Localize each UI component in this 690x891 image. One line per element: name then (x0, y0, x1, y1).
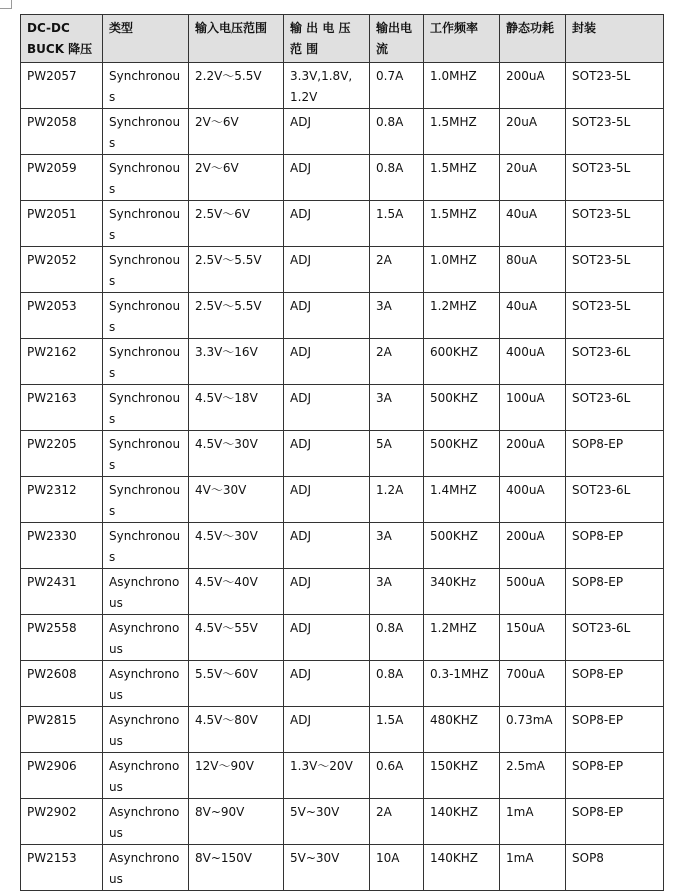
input-voltage-cell: 4.5V～18V (189, 385, 284, 431)
type-cell: Synchronous (103, 339, 189, 385)
header-cell: 输 出 电 压 范 围 (284, 15, 370, 63)
model-cell: PW2312 (21, 477, 103, 523)
frequency-cell: 1.4MHZ (424, 477, 500, 523)
header-cell: 静态功耗 (500, 15, 566, 63)
package-cell: SOT23-5L (566, 247, 664, 293)
package-cell: SOT23-5L (566, 63, 664, 109)
quiescent-current-cell: 20uA (500, 109, 566, 155)
frequency-cell: 1.0MHZ (424, 247, 500, 293)
frequency-cell: 500KHZ (424, 431, 500, 477)
header-cell: DC-DC BUCK 降压 (21, 15, 103, 63)
output-voltage-cell: ADJ (284, 247, 370, 293)
output-current-cell: 5A (370, 431, 424, 477)
output-current-cell: 1.5A (370, 707, 424, 753)
frequency-cell: 1.2MHZ (424, 293, 500, 339)
table-row (21, 63, 664, 109)
model-cell: PW2431 (21, 569, 103, 615)
quiescent-current-cell: 150uA (500, 615, 566, 661)
type-cell: Synchronous (103, 247, 189, 293)
type-cell: Synchronous (103, 293, 189, 339)
type-cell: Synchronous (103, 155, 189, 201)
quiescent-current-cell: 0.73mA (500, 707, 566, 753)
output-current-cell: 0.7A (370, 63, 424, 109)
frequency-cell: 600KHZ (424, 339, 500, 385)
package-cell: SOP8-EP (566, 523, 664, 569)
input-voltage-cell: 2.5V～6V (189, 201, 284, 247)
table-row (21, 247, 664, 293)
quiescent-current-cell: 200uA (500, 523, 566, 569)
output-current-cell: 3A (370, 293, 424, 339)
model-cell: PW2902 (21, 799, 103, 845)
output-voltage-cell: 5V~30V (284, 845, 370, 891)
package-cell: SOT23-6L (566, 339, 664, 385)
table-row (21, 201, 664, 247)
output-current-cell: 0.8A (370, 615, 424, 661)
package-cell: SOP8 (566, 845, 664, 891)
quiescent-current-cell: 100uA (500, 385, 566, 431)
table-row (21, 569, 664, 615)
input-voltage-cell: 2.2V～5.5V (189, 63, 284, 109)
table-row (21, 477, 664, 523)
input-voltage-cell: 2V～6V (189, 109, 284, 155)
package-cell: SOT23-6L (566, 615, 664, 661)
output-voltage-cell: ADJ (284, 707, 370, 753)
package-cell: SOP8-EP (566, 707, 664, 753)
output-voltage-cell: 1.3V～20V (284, 753, 370, 799)
output-current-cell: 2A (370, 247, 424, 293)
package-cell: SOT23-5L (566, 201, 664, 247)
output-voltage-cell: ADJ (284, 523, 370, 569)
frequency-cell: 480KHZ (424, 707, 500, 753)
header-cell: 工作频率 (424, 15, 500, 63)
table-row (21, 339, 664, 385)
output-voltage-cell: ADJ (284, 155, 370, 201)
table-row (21, 707, 664, 753)
table-row (21, 431, 664, 477)
output-voltage-cell: ADJ (284, 201, 370, 247)
package-cell: SOT23-6L (566, 477, 664, 523)
type-cell: Asynchronous (103, 845, 189, 891)
output-voltage-cell: ADJ (284, 431, 370, 477)
input-voltage-cell: 4V～30V (189, 477, 284, 523)
model-cell: PW2153 (21, 845, 103, 891)
quiescent-current-cell: 500uA (500, 569, 566, 615)
table-row (21, 293, 664, 339)
package-cell: SOP8-EP (566, 431, 664, 477)
package-cell: SOP8-EP (566, 661, 664, 707)
table-row (21, 109, 664, 155)
output-current-cell: 0.8A (370, 109, 424, 155)
quiescent-current-cell: 40uA (500, 201, 566, 247)
type-cell: Asynchronous (103, 615, 189, 661)
table-row (21, 385, 664, 431)
header-cell: 类型 (103, 15, 189, 63)
output-voltage-cell: ADJ (284, 293, 370, 339)
frequency-cell: 1.5MHZ (424, 201, 500, 247)
frequency-cell: 500KHZ (424, 523, 500, 569)
type-cell: Asynchronous (103, 707, 189, 753)
input-voltage-cell: 4.5V～80V (189, 707, 284, 753)
table-row (21, 155, 664, 201)
header-cell: 封装 (566, 15, 664, 63)
quiescent-current-cell: 1mA (500, 845, 566, 891)
model-cell: PW2330 (21, 523, 103, 569)
model-cell: PW2815 (21, 707, 103, 753)
type-cell: Asynchronous (103, 753, 189, 799)
model-cell: PW2163 (21, 385, 103, 431)
input-voltage-cell: 3.3V～16V (189, 339, 284, 385)
type-cell: Asynchronous (103, 569, 189, 615)
type-cell: Synchronous (103, 431, 189, 477)
output-voltage-cell: ADJ (284, 339, 370, 385)
quiescent-current-cell: 400uA (500, 339, 566, 385)
quiescent-current-cell: 200uA (500, 63, 566, 109)
quiescent-current-cell: 400uA (500, 477, 566, 523)
model-cell: PW2059 (21, 155, 103, 201)
output-voltage-cell: ADJ (284, 661, 370, 707)
type-cell: Synchronous (103, 477, 189, 523)
type-cell: Synchronous (103, 109, 189, 155)
quiescent-current-cell: 20uA (500, 155, 566, 201)
input-voltage-cell: 8V~90V (189, 799, 284, 845)
output-current-cell: 0.8A (370, 155, 424, 201)
frequency-cell: 0.3-1MHZ (424, 661, 500, 707)
output-voltage-cell: 5V~30V (284, 799, 370, 845)
output-current-cell: 2A (370, 339, 424, 385)
quiescent-current-cell: 1mA (500, 799, 566, 845)
type-cell: Asynchronous (103, 799, 189, 845)
package-cell: SOT23-5L (566, 155, 664, 201)
input-voltage-cell: 2.5V～5.5V (189, 247, 284, 293)
model-cell: PW2162 (21, 339, 103, 385)
frequency-cell: 140KHZ (424, 845, 500, 891)
output-current-cell: 1.2A (370, 477, 424, 523)
package-cell: SOP8-EP (566, 569, 664, 615)
output-current-cell: 3A (370, 569, 424, 615)
quiescent-current-cell: 700uA (500, 661, 566, 707)
frequency-cell: 340KHz (424, 569, 500, 615)
model-cell: PW2052 (21, 247, 103, 293)
input-voltage-cell: 12V～90V (189, 753, 284, 799)
frequency-cell: 1.5MHZ (424, 109, 500, 155)
output-current-cell: 2A (370, 799, 424, 845)
model-cell: PW2053 (21, 293, 103, 339)
header-cell: 输出电流 (370, 15, 424, 63)
model-cell: PW2205 (21, 431, 103, 477)
page-corner-mark (0, 0, 12, 12)
table-row (21, 845, 664, 891)
type-cell: Synchronous (103, 523, 189, 569)
table-row (21, 753, 664, 799)
output-current-cell: 0.8A (370, 661, 424, 707)
model-cell: PW2057 (21, 63, 103, 109)
input-voltage-cell: 4.5V～30V (189, 431, 284, 477)
input-voltage-cell: 2V～6V (189, 155, 284, 201)
output-current-cell: 1.5A (370, 201, 424, 247)
package-cell: SOT23-6L (566, 385, 664, 431)
quiescent-current-cell: 2.5mA (500, 753, 566, 799)
frequency-cell: 1.2MHZ (424, 615, 500, 661)
table-row (21, 661, 664, 707)
output-current-cell: 0.6A (370, 753, 424, 799)
type-cell: Synchronous (103, 385, 189, 431)
input-voltage-cell: 4.5V～55V (189, 615, 284, 661)
frequency-cell: 140KHZ (424, 799, 500, 845)
frequency-cell: 1.5MHZ (424, 155, 500, 201)
output-voltage-cell: ADJ (284, 615, 370, 661)
model-cell: PW2558 (21, 615, 103, 661)
frequency-cell: 1.0MHZ (424, 63, 500, 109)
package-cell: SOP8-EP (566, 799, 664, 845)
model-cell: PW2051 (21, 201, 103, 247)
header-cell: 输入电压范围 (189, 15, 284, 63)
output-voltage-cell: ADJ (284, 385, 370, 431)
model-cell: PW2608 (21, 661, 103, 707)
package-cell: SOP8-EP (566, 753, 664, 799)
output-voltage-cell: 3.3V,1.8V,1.2V (284, 63, 370, 109)
table-body (21, 63, 664, 891)
model-cell: PW2058 (21, 109, 103, 155)
quiescent-current-cell: 80uA (500, 247, 566, 293)
frequency-cell: 150KHZ (424, 753, 500, 799)
output-current-cell: 3A (370, 523, 424, 569)
input-voltage-cell: 5.5V～60V (189, 661, 284, 707)
output-voltage-cell: ADJ (284, 569, 370, 615)
input-voltage-cell: 4.5V～30V (189, 523, 284, 569)
table-row (21, 615, 664, 661)
table-row (21, 799, 664, 845)
output-voltage-cell: ADJ (284, 109, 370, 155)
type-cell: Synchronous (103, 201, 189, 247)
type-cell: Asynchronous (103, 661, 189, 707)
table-header-row (21, 15, 664, 63)
table-row (21, 523, 664, 569)
frequency-cell: 500KHZ (424, 385, 500, 431)
output-current-cell: 10A (370, 845, 424, 891)
type-cell: Synchronous (103, 63, 189, 109)
package-cell: SOT23-5L (566, 293, 664, 339)
quiescent-current-cell: 40uA (500, 293, 566, 339)
dc-dc-buck-spec-table (20, 14, 664, 891)
model-cell: PW2906 (21, 753, 103, 799)
output-current-cell: 3A (370, 385, 424, 431)
package-cell: SOT23-5L (566, 109, 664, 155)
quiescent-current-cell: 200uA (500, 431, 566, 477)
input-voltage-cell: 8V~150V (189, 845, 284, 891)
input-voltage-cell: 2.5V～5.5V (189, 293, 284, 339)
input-voltage-cell: 4.5V～40V (189, 569, 284, 615)
output-voltage-cell: ADJ (284, 477, 370, 523)
